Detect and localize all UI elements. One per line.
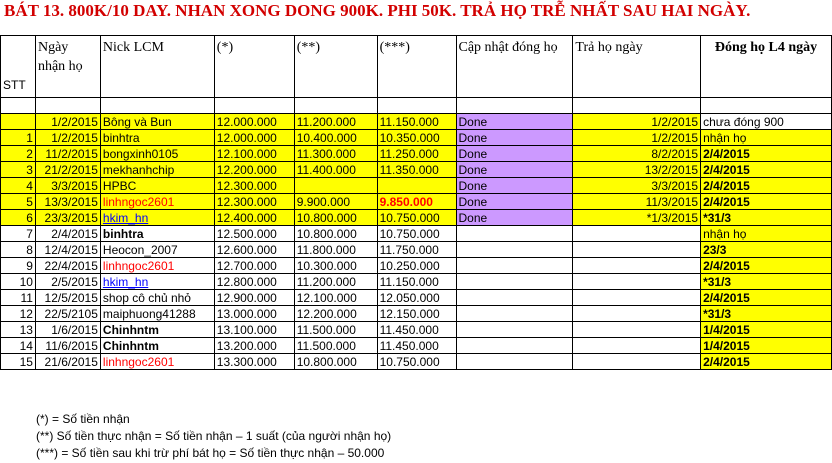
- cell-dong[interactable]: *31/3: [701, 274, 832, 290]
- cell-c2[interactable]: 11.400.000: [294, 162, 377, 178]
- cell-tra[interactable]: [573, 258, 701, 274]
- cell-status[interactable]: [456, 354, 573, 370]
- cell-nick[interactable]: Bông và Bun: [100, 114, 214, 130]
- cell-date[interactable]: 2/4/2015: [35, 226, 100, 242]
- cell-c2[interactable]: 12.200.000: [294, 306, 377, 322]
- cell-c2[interactable]: 11.800.000: [294, 242, 377, 258]
- cell-nick[interactable]: linhngoc2601: [100, 194, 214, 210]
- cell-stt[interactable]: 4: [1, 178, 36, 194]
- cell-dong[interactable]: nhận họ: [701, 226, 832, 242]
- cell-c1[interactable]: 13.000.000: [214, 306, 294, 322]
- cell-nick[interactable]: hkim_hn: [100, 274, 214, 290]
- cell-c3[interactable]: 11.450.000: [377, 322, 456, 338]
- cell-date[interactable]: 1/2/2015: [35, 114, 100, 130]
- cell-tra[interactable]: [573, 226, 701, 242]
- header-cap-nhat[interactable]: Cập nhật đóng họ: [456, 36, 573, 98]
- cell-c3[interactable]: 12.050.000: [377, 290, 456, 306]
- cell-dong[interactable]: 1/4/2015: [701, 338, 832, 354]
- cell-date[interactable]: 12/5/2015: [35, 290, 100, 306]
- cell-c2[interactable]: 10.800.000: [294, 210, 377, 226]
- cell-nick[interactable]: shop cô chủ nhỏ: [100, 290, 214, 306]
- cell-stt[interactable]: [1, 114, 36, 130]
- cell-c3[interactable]: 11.150.000: [377, 274, 456, 290]
- footnotes: [36, 411, 391, 462]
- cell-nick[interactable]: linhngoc2601: [100, 258, 214, 274]
- cell-c2[interactable]: 11.500.000: [294, 322, 377, 338]
- cell-date[interactable]: 22/4/2015: [35, 258, 100, 274]
- cell-c1[interactable]: 12.700.000: [214, 258, 294, 274]
- cell-c1[interactable]: 13.100.000: [214, 322, 294, 338]
- header-c3[interactable]: (***): [377, 36, 456, 98]
- cell-stt[interactable]: 10: [1, 274, 36, 290]
- cell-tra[interactable]: [573, 306, 701, 322]
- cell-nick[interactable]: Chinhntm: [100, 338, 214, 354]
- cell-c2[interactable]: 10.300.000: [294, 258, 377, 274]
- table-row: [1, 130, 832, 146]
- cell-nick[interactable]: maiphuong41288: [100, 306, 214, 322]
- cell-c2[interactable]: 11.200.000: [294, 274, 377, 290]
- sheet-title: BÁT 13. 800K/10 DAY. NHAN XONG DONG 900K. PHI 50K. TRẢ HỌ TRỄ NHẤT SAU HAI NGÀY.: [4, 1, 751, 20]
- table-row: [1, 114, 832, 130]
- cell-dong[interactable]: *31/3: [701, 306, 832, 322]
- table-row: [1, 162, 832, 178]
- cell-c3[interactable]: 11.450.000: [377, 338, 456, 354]
- table-row: [1, 178, 832, 194]
- header-row: [1, 36, 832, 98]
- cell-c1[interactable]: 12.800.000: [214, 274, 294, 290]
- cell-status[interactable]: Done: [456, 130, 573, 146]
- cell-c3[interactable]: [377, 178, 456, 194]
- cell-c1[interactable]: 12.900.000: [214, 290, 294, 306]
- cell-c2[interactable]: 10.800.000: [294, 226, 377, 242]
- cell-c3[interactable]: 9.850.000: [377, 194, 456, 210]
- cell-dong[interactable]: 23/3: [701, 242, 832, 258]
- table-row: [1, 210, 832, 226]
- table-row: [1, 354, 832, 370]
- cell-status[interactable]: [456, 226, 573, 242]
- cell-date[interactable]: 12/4/2015: [35, 242, 100, 258]
- cell-nick[interactable]: binhtra: [100, 130, 214, 146]
- cell-status[interactable]: [456, 274, 573, 290]
- cell-c3[interactable]: 10.750.000: [377, 354, 456, 370]
- header-c1[interactable]: (*): [214, 36, 294, 98]
- cell-c3[interactable]: 10.350.000: [377, 130, 456, 146]
- table-row: [1, 194, 832, 210]
- cell-status[interactable]: Done: [456, 162, 573, 178]
- cell-c2[interactable]: [294, 178, 377, 194]
- cell-c2[interactable]: 10.800.000: [294, 354, 377, 370]
- cell-tra[interactable]: [573, 338, 701, 354]
- cell-dong[interactable]: chưa đóng 900: [701, 114, 832, 130]
- cell-c1[interactable]: 12.100.000: [214, 146, 294, 162]
- cell-date[interactable]: 23/3/2015: [35, 210, 100, 226]
- cell-status[interactable]: [456, 322, 573, 338]
- cell-stt[interactable]: 1: [1, 130, 36, 146]
- cell-status[interactable]: [456, 242, 573, 258]
- cell-dong[interactable]: 2/4/2015: [701, 194, 832, 210]
- cell-tra[interactable]: 11/3/2015: [573, 194, 701, 210]
- cell-stt[interactable]: 13: [1, 322, 36, 338]
- table-row: [1, 306, 832, 322]
- cell-dong[interactable]: *31/3: [701, 210, 832, 226]
- cell-tra[interactable]: [573, 242, 701, 258]
- cell-c1[interactable]: 13.300.000: [214, 354, 294, 370]
- cell-date[interactable]: 11/6/2015: [35, 338, 100, 354]
- cell-tra[interactable]: [573, 322, 701, 338]
- cell-status[interactable]: Done: [456, 210, 573, 226]
- cell-date[interactable]: 22/5/2105: [35, 306, 100, 322]
- cell-nick[interactable]: binhtra: [100, 226, 214, 242]
- cell-nick[interactable]: Heocon_2007: [100, 242, 214, 258]
- cell-c2[interactable]: 12.100.000: [294, 290, 377, 306]
- cell-c1[interactable]: 13.200.000: [214, 338, 294, 354]
- cell-stt[interactable]: 14: [1, 338, 36, 354]
- footnote-3: (***) = Số tiền sau khi trừ phí bát họ = Số tiền thực nhận – 50.000: [36, 446, 385, 460]
- cell-tra[interactable]: 1/2/2015: [573, 114, 701, 130]
- table-row: [1, 290, 832, 306]
- cell-nick[interactable]: bongxinh0105: [100, 146, 214, 162]
- table-row: [1, 322, 832, 338]
- cell-stt[interactable]: 7: [1, 226, 36, 242]
- cell-tra[interactable]: *1/3/2015: [573, 210, 701, 226]
- cell-c1[interactable]: 12.600.000: [214, 242, 294, 258]
- cell-date[interactable]: 1/6/2015: [35, 322, 100, 338]
- table-row: [1, 242, 832, 258]
- cell-stt[interactable]: 15: [1, 354, 36, 370]
- cell-dong[interactable]: 2/4/2015: [701, 354, 832, 370]
- cell-date[interactable]: 11/2/2015: [35, 146, 100, 162]
- cell-date[interactable]: 1/2/2015: [35, 130, 100, 146]
- table-row: [1, 338, 832, 354]
- cell-status[interactable]: [456, 290, 573, 306]
- cell-c3[interactable]: 10.750.000: [377, 210, 456, 226]
- cell-c1[interactable]: 12.500.000: [214, 226, 294, 242]
- cell-date[interactable]: 21/2/2015: [35, 162, 100, 178]
- cell-stt[interactable]: 3: [1, 162, 36, 178]
- cell-dong[interactable]: 2/4/2015: [701, 162, 832, 178]
- cell-tra[interactable]: [573, 290, 701, 306]
- cell-c3[interactable]: 10.250.000: [377, 258, 456, 274]
- cell-nick[interactable]: Chinhntm: [100, 322, 214, 338]
- cell-c3[interactable]: 11.250.000: [377, 146, 456, 162]
- cell-nick[interactable]: linhngoc2601: [100, 354, 214, 370]
- cell-c2[interactable]: 11.300.000: [294, 146, 377, 162]
- header-nick[interactable]: Nick LCM: [100, 36, 214, 98]
- cell-c3[interactable]: 11.350.000: [377, 162, 456, 178]
- cell-tra[interactable]: 8/2/2015: [573, 146, 701, 162]
- cell-stt[interactable]: 12: [1, 306, 36, 322]
- cell-nick[interactable]: hkim_hn: [100, 210, 214, 226]
- cell-c1[interactable]: 12.000.000: [214, 114, 294, 130]
- cell-c1[interactable]: 12.000.000: [214, 130, 294, 146]
- cell-tra[interactable]: 13/2/2015: [573, 162, 701, 178]
- cell-stt[interactable]: 6: [1, 210, 36, 226]
- cell-c1[interactable]: 12.300.000: [214, 194, 294, 210]
- empty-row: [1, 98, 832, 114]
- cell-c3[interactable]: 10.750.000: [377, 226, 456, 242]
- cell-status[interactable]: [456, 338, 573, 354]
- header-stt[interactable]: STT: [1, 36, 36, 98]
- cell-c1[interactable]: 12.400.000: [214, 210, 294, 226]
- cell-stt[interactable]: 2: [1, 146, 36, 162]
- cell-stt[interactable]: 11: [1, 290, 36, 306]
- header-tra-ho[interactable]: Trả họ ngày: [573, 36, 701, 98]
- cell-c3[interactable]: 11.150.000: [377, 114, 456, 130]
- cell-dong[interactable]: 1/4/2015: [701, 322, 832, 338]
- footnote-2: (**) Số tiền thực nhận = Số tiền nhận – 1 suất (của người nhận họ): [36, 429, 392, 443]
- cell-status[interactable]: [456, 306, 573, 322]
- table-row: [1, 146, 832, 162]
- cell-nick[interactable]: HPBC: [100, 178, 214, 194]
- header-ngay[interactable]: Ngày nhận họ: [35, 36, 100, 98]
- cell-date[interactable]: 13/3/2015: [35, 194, 100, 210]
- footnote-1: (*) = Số tiền nhận: [36, 412, 130, 426]
- table-row: [1, 274, 832, 290]
- cell-dong[interactable]: 2/4/2015: [701, 290, 832, 306]
- cell-status[interactable]: Done: [456, 194, 573, 210]
- cell-dong[interactable]: 2/4/2015: [701, 178, 832, 194]
- cell-date[interactable]: 2/5/2015: [35, 274, 100, 290]
- cell-dong[interactable]: 2/4/2015: [701, 258, 832, 274]
- cell-c2[interactable]: 10.400.000: [294, 130, 377, 146]
- cell-date[interactable]: 3/3/2015: [35, 178, 100, 194]
- cell-c1[interactable]: 12.300.000: [214, 178, 294, 194]
- cell-stt[interactable]: 5: [1, 194, 36, 210]
- cell-tra[interactable]: 1/2/2015: [573, 130, 701, 146]
- cell-nick[interactable]: mekhanhchip: [100, 162, 214, 178]
- cell-stt[interactable]: 8: [1, 242, 36, 258]
- cell-c2[interactable]: 9.900.000: [294, 194, 377, 210]
- cell-c1[interactable]: 12.200.000: [214, 162, 294, 178]
- cell-status[interactable]: Done: [456, 146, 573, 162]
- cell-date[interactable]: 21/6/2015: [35, 354, 100, 370]
- cell-c3[interactable]: 12.150.000: [377, 306, 456, 322]
- cell-status[interactable]: Done: [456, 114, 573, 130]
- cell-stt[interactable]: 9: [1, 258, 36, 274]
- cell-c3[interactable]: 11.750.000: [377, 242, 456, 258]
- cell-tra[interactable]: [573, 274, 701, 290]
- header-c2[interactable]: (**): [294, 36, 377, 98]
- table-row: [1, 258, 832, 274]
- cell-dong[interactable]: 2/4/2015: [701, 146, 832, 162]
- table-row: [1, 226, 832, 242]
- cell-tra[interactable]: [573, 354, 701, 370]
- ho-table: [0, 35, 832, 370]
- cell-status[interactable]: [456, 258, 573, 274]
- cell-status[interactable]: Done: [456, 178, 573, 194]
- cell-c2[interactable]: 11.500.000: [294, 338, 377, 354]
- header-dong-ho[interactable]: Đóng họ L4 ngày: [701, 36, 832, 98]
- cell-dong[interactable]: nhận họ: [701, 130, 832, 146]
- cell-c2[interactable]: 11.200.000: [294, 114, 377, 130]
- cell-tra[interactable]: 3/3/2015: [573, 178, 701, 194]
